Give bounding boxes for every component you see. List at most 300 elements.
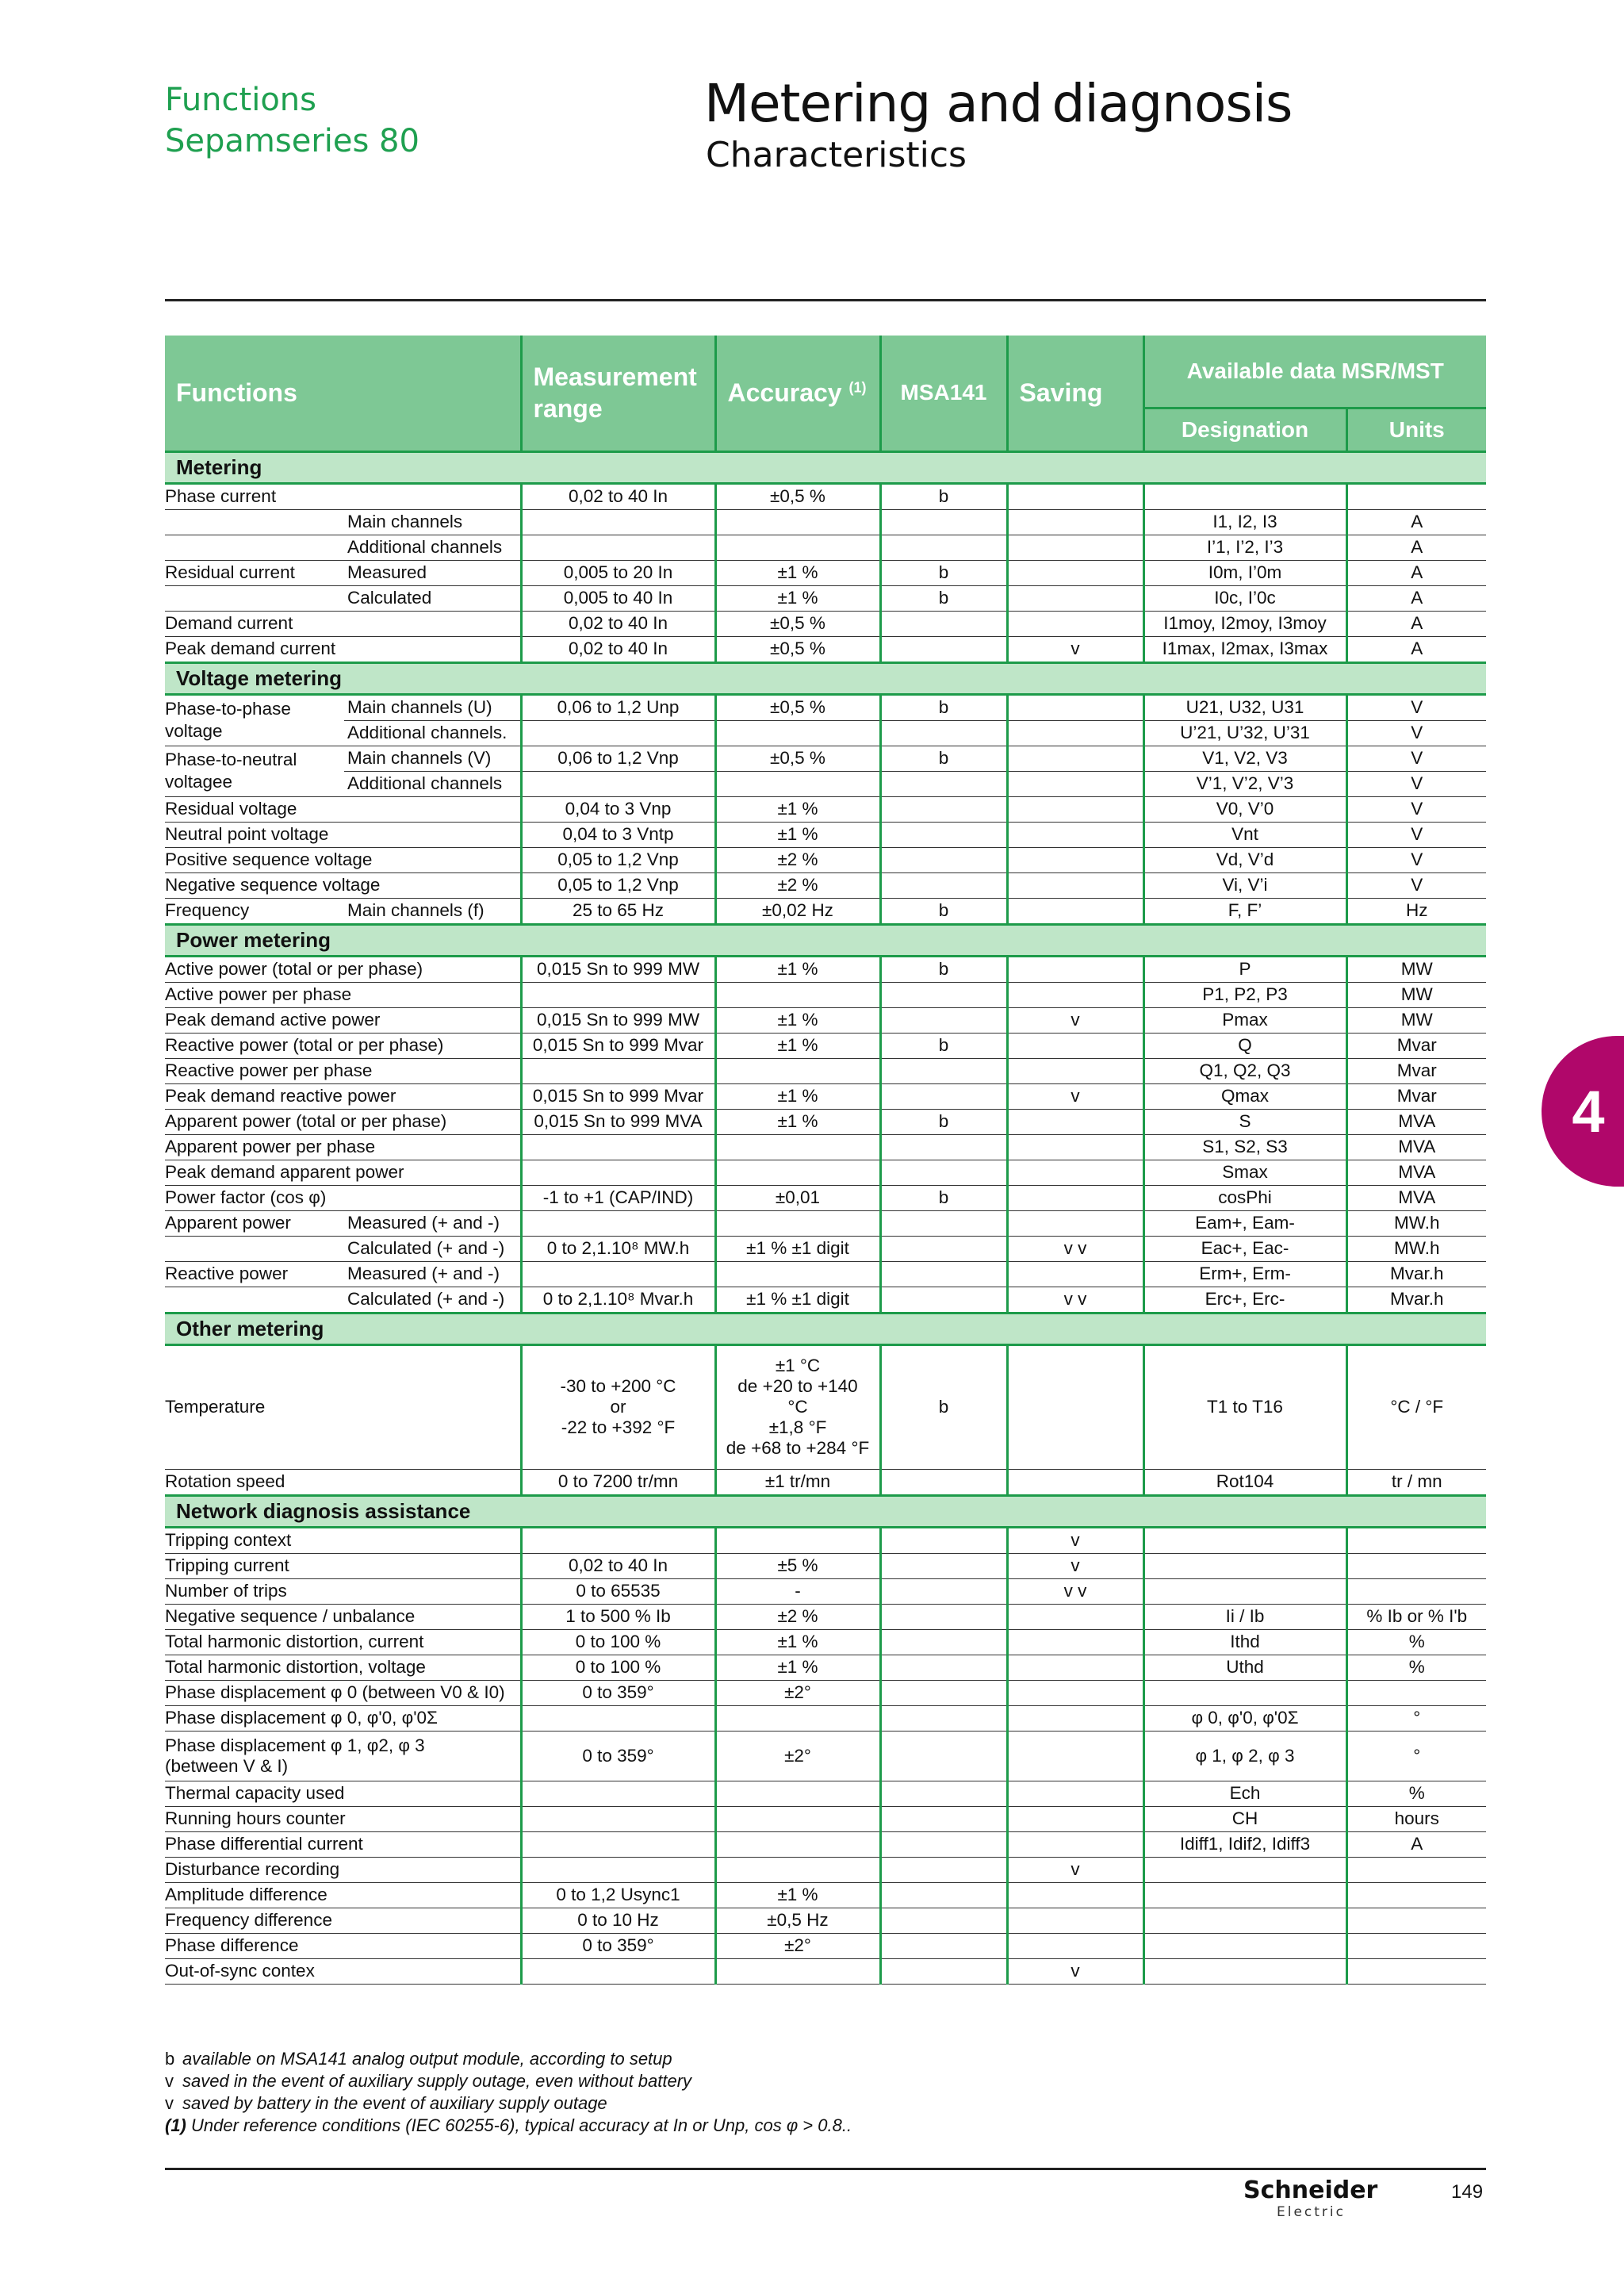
function-name: Running hours counter [165, 1806, 521, 1831]
msa141-flag [880, 1882, 1007, 1908]
function-name: Residual voltage [165, 796, 521, 822]
designation-value: Ithd [1143, 1629, 1346, 1655]
section-row [165, 451, 1486, 483]
designation-value: I0c, I’0c [1143, 585, 1346, 611]
measurement-range [521, 1857, 715, 1882]
sub-function: Additional channels. [344, 720, 521, 746]
designation-value [1143, 1958, 1346, 1984]
saving-flag [1007, 1344, 1143, 1469]
unit-value: V [1346, 720, 1486, 746]
accuracy-value [715, 1958, 880, 1984]
function-name: Out-of-sync contex [165, 1958, 521, 1984]
measurement-range [521, 1058, 715, 1083]
accuracy-value: ±1 % [715, 1083, 880, 1109]
accuracy-value [715, 771, 880, 796]
saving-flag [1007, 1781, 1143, 1806]
unit-value: MW.h [1346, 1210, 1486, 1236]
function-name: Positive sequence voltage [165, 847, 521, 872]
accuracy-value [715, 1160, 880, 1185]
saving-flag: v [1007, 1083, 1143, 1109]
function-name: Residual current [165, 560, 344, 585]
saving-flag: v v [1007, 1287, 1143, 1313]
accuracy-value: ±5 % [715, 1553, 880, 1578]
saving-flag [1007, 1134, 1143, 1160]
function-name: Total harmonic distortion, current [165, 1629, 521, 1655]
measurement-range: 0,06 to 1,2 Vnp [521, 746, 715, 771]
measurement-range [521, 982, 715, 1007]
msa141-flag [880, 720, 1007, 746]
accuracy-value [715, 982, 880, 1007]
table-row [165, 1831, 1486, 1857]
measurement-range: 0 to 10 Hz [521, 1908, 715, 1933]
measurement-range: 0,05 to 1,2 Vnp [521, 872, 715, 898]
function-name: Rotation speed [165, 1469, 521, 1495]
msa141-flag: b [880, 746, 1007, 771]
unit-value: V [1346, 872, 1486, 898]
accuracy-value: ±1 °C de +20 to +140 °C ±1,8 °F de +68 to +284 °F [715, 1344, 880, 1469]
saving-flag [1007, 1831, 1143, 1857]
bottom-divider [165, 2168, 1486, 2170]
msa141-flag [880, 1578, 1007, 1604]
accuracy-value: ±1 % ±1 digit [715, 1287, 880, 1313]
function-name: Amplitude difference [165, 1882, 521, 1908]
accuracy-value [715, 1527, 880, 1553]
unit-value: Hz [1346, 898, 1486, 924]
accuracy-value: ±0,5 % [715, 483, 880, 509]
msa141-flag [880, 1781, 1007, 1806]
unit-value [1346, 1578, 1486, 1604]
sub-function: Calculated (+ and -) [344, 1236, 521, 1261]
measurement-range: 1 to 500 % Ib [521, 1604, 715, 1629]
accuracy-value [715, 1705, 880, 1731]
brand-sub: Electric [1277, 2204, 1346, 2220]
saving-flag: v [1007, 1527, 1143, 1553]
table-row [165, 746, 1486, 771]
designation-value: CH [1143, 1806, 1346, 1831]
unit-value: ° [1346, 1731, 1486, 1781]
measurement-range: 0 to 100 % [521, 1629, 715, 1655]
table-row [165, 956, 1486, 982]
msa141-flag [880, 1553, 1007, 1578]
accuracy-value: ±2 % [715, 1604, 880, 1629]
msa141-flag [880, 1527, 1007, 1553]
accuracy-value: ±2 % [715, 847, 880, 872]
header-units: Units [1346, 408, 1486, 451]
saving-flag [1007, 771, 1143, 796]
accuracy-value: ±1 % [715, 822, 880, 847]
measurement-range: 0,02 to 40 In [521, 1553, 715, 1578]
saving-flag [1007, 872, 1143, 898]
saving-flag [1007, 822, 1143, 847]
accuracy-value: ±1 tr/mn [715, 1469, 880, 1495]
saving-flag [1007, 1806, 1143, 1831]
header-saving: Saving [1007, 336, 1143, 451]
sub-function: Measured [344, 560, 521, 585]
saving-flag: v v [1007, 1236, 1143, 1261]
unit-value: MW [1346, 1007, 1486, 1033]
unit-value: hours [1346, 1806, 1486, 1831]
section-row [165, 1313, 1486, 1344]
designation-value: I1, I2, I3 [1143, 509, 1346, 535]
function-name: Apparent power per phase [165, 1134, 521, 1160]
saving-flag [1007, 535, 1143, 560]
designation-value: S1, S2, S3 [1143, 1134, 1346, 1160]
measurement-range: 25 to 65 Hz [521, 898, 715, 924]
page-subtitle: Characteristics [706, 135, 967, 175]
designation-value: Vd, V’d [1143, 847, 1346, 872]
accuracy-value [715, 1210, 880, 1236]
msa141-flag [880, 1680, 1007, 1705]
unit-value: % [1346, 1781, 1486, 1806]
measurement-range [521, 1958, 715, 1984]
designation-value: P1, P2, P3 [1143, 982, 1346, 1007]
msa141-flag [880, 1731, 1007, 1781]
unit-value [1346, 1882, 1486, 1908]
measurement-range: 0 to 65535 [521, 1578, 715, 1604]
saving-flag: v [1007, 636, 1143, 662]
msa141-flag [880, 1857, 1007, 1882]
accuracy-value: ±0,5 Hz [715, 1908, 880, 1933]
saving-flag [1007, 1705, 1143, 1731]
section-line-1: Functions [165, 82, 316, 118]
saving-flag: v v [1007, 1578, 1143, 1604]
table-row [165, 1007, 1486, 1033]
function-name: Frequency difference [165, 1908, 521, 1933]
measurement-range: -30 to +200 °C or -22 to +392 °F [521, 1344, 715, 1469]
function-name: Phase-to-neutral voltagee [165, 746, 344, 796]
msa141-flag: b [880, 560, 1007, 585]
table-row [165, 1210, 1486, 1236]
designation-value [1143, 1578, 1346, 1604]
section-label: Network diagnosis assistance [165, 1495, 1486, 1527]
msa141-flag: b [880, 585, 1007, 611]
saving-flag [1007, 1604, 1143, 1629]
table-row [165, 1527, 1486, 1553]
msa141-flag: b [880, 1109, 1007, 1134]
measurement-range: 0 to 1,2 Usync1 [521, 1882, 715, 1908]
header-range: Measurement range [521, 336, 715, 451]
unit-value: A [1346, 560, 1486, 585]
table-row [165, 1705, 1486, 1731]
function-name: Phase displacement φ 1, φ2, φ 3 (between V & I) [165, 1731, 521, 1781]
table-row [165, 509, 1486, 535]
accuracy-value: ±2° [715, 1933, 880, 1958]
unit-value: % [1346, 1629, 1486, 1655]
designation-value: Idiff1, Idif2, Idiff3 [1143, 1831, 1346, 1857]
accuracy-value [715, 1058, 880, 1083]
unit-value [1346, 1958, 1486, 1984]
section-row [165, 1495, 1486, 1527]
msa141-flag [880, 611, 1007, 636]
saving-flag [1007, 1185, 1143, 1210]
table-row [165, 982, 1486, 1007]
table-row [165, 1109, 1486, 1134]
function-name: Peak demand current [165, 636, 521, 662]
msa141-flag [880, 1806, 1007, 1831]
msa141-flag [880, 1629, 1007, 1655]
unit-value: MW [1346, 956, 1486, 982]
measurement-range: 0,015 Sn to 999 Mvar [521, 1083, 715, 1109]
measurement-range: 0,005 to 40 In [521, 585, 715, 611]
table-row [165, 1806, 1486, 1831]
accuracy-value: ±0,02 Hz [715, 898, 880, 924]
unit-value: A [1346, 611, 1486, 636]
unit-value [1346, 483, 1486, 509]
designation-value: Eac+, Eac- [1143, 1236, 1346, 1261]
designation-value: I1moy, I2moy, I3moy [1143, 611, 1346, 636]
function-name: Neutral point voltage [165, 822, 521, 847]
measurement-range: 0,015 Sn to 999 MVA [521, 1109, 715, 1134]
measurement-range: 0,06 to 1,2 Unp [521, 694, 715, 720]
table-row [165, 1236, 1486, 1261]
unit-value [1346, 1908, 1486, 1933]
saving-flag: v [1007, 1958, 1143, 1984]
msa141-flag [880, 1604, 1007, 1629]
saving-flag [1007, 1210, 1143, 1236]
accuracy-value: ±1 % [715, 1007, 880, 1033]
unit-value: V [1346, 847, 1486, 872]
function-name: Temperature [165, 1344, 521, 1469]
table-row [165, 560, 1486, 585]
unit-value: A [1346, 535, 1486, 560]
table-row [165, 847, 1486, 872]
function-name: Power factor (cos φ) [165, 1185, 521, 1210]
section-heading [165, 79, 419, 162]
saving-flag [1007, 483, 1143, 509]
unit-value: Mvar.h [1346, 1261, 1486, 1287]
unit-value: % Ib or % I'b [1346, 1604, 1486, 1629]
accuracy-value: ±1 % [715, 1882, 880, 1908]
measurement-range [521, 1806, 715, 1831]
unit-value [1346, 1680, 1486, 1705]
unit-value [1346, 1933, 1486, 1958]
measurement-range: 0 to 2,1.10⁸ Mvar.h [521, 1287, 715, 1313]
accuracy-value: ±2 % [715, 872, 880, 898]
designation-value [1143, 1933, 1346, 1958]
function-name: Demand current [165, 611, 521, 636]
table-row [165, 1680, 1486, 1705]
msa141-flag [880, 1655, 1007, 1680]
function-name: Peak demand reactive power [165, 1083, 521, 1109]
unit-value: °C / °F [1346, 1344, 1486, 1469]
accuracy-value: ±1 % [715, 585, 880, 611]
table-row [165, 1185, 1486, 1210]
saving-flag [1007, 982, 1143, 1007]
measurement-range [521, 771, 715, 796]
accuracy-value: ±1 % ±1 digit [715, 1236, 880, 1261]
section-row [165, 924, 1486, 956]
page-title: Metering and diagnosis [704, 73, 1293, 134]
table-row [165, 694, 1486, 720]
designation-value: cosPhi [1143, 1185, 1346, 1210]
msa141-flag [880, 509, 1007, 535]
function-name: Peak demand active power [165, 1007, 521, 1033]
function-name: Phase displacement φ 0, φ'0, φ'0Σ [165, 1705, 521, 1731]
msa141-flag [880, 636, 1007, 662]
saving-flag [1007, 1882, 1143, 1908]
designation-value: U’21, U’32, U’31 [1143, 720, 1346, 746]
unit-value: MVA [1346, 1134, 1486, 1160]
msa141-flag [880, 1210, 1007, 1236]
function-name: Tripping context [165, 1527, 521, 1553]
header-accuracy: Accuracy $^{(1)}$ [715, 336, 880, 451]
msa141-flag [880, 1007, 1007, 1033]
saving-flag [1007, 509, 1143, 535]
accuracy-value: ±2° [715, 1680, 880, 1705]
table-row [165, 720, 1486, 746]
designation-value: I’1, I’2, I’3 [1143, 535, 1346, 560]
measurement-range [521, 1831, 715, 1857]
measurement-range [521, 720, 715, 746]
table-row [165, 1058, 1486, 1083]
function-name: Phase displacement φ 0 (between V0 & I0) [165, 1680, 521, 1705]
header-available-data: Available data MSR/MST [1143, 336, 1486, 408]
msa141-flag [880, 1831, 1007, 1857]
table-row [165, 611, 1486, 636]
saving-flag [1007, 1655, 1143, 1680]
accuracy-value [715, 1781, 880, 1806]
sub-function: Additional channels [344, 535, 521, 560]
table-row [165, 1578, 1486, 1604]
measurement-range [521, 1210, 715, 1236]
designation-value: Erc+, Erc- [1143, 1287, 1346, 1313]
designation-value: Q1, Q2, Q3 [1143, 1058, 1346, 1083]
msa141-flag: b [880, 1033, 1007, 1058]
accuracy-value [715, 1134, 880, 1160]
saving-flag [1007, 1469, 1143, 1495]
section-label: Power metering [165, 924, 1486, 956]
measurement-range [521, 509, 715, 535]
top-divider [165, 299, 1486, 301]
saving-flag [1007, 1033, 1143, 1058]
table-row [165, 1731, 1486, 1781]
header-functions: Functions [165, 336, 521, 451]
designation-value: S [1143, 1109, 1346, 1134]
table-row [165, 1287, 1486, 1313]
measurement-range: 0,015 Sn to 999 MW [521, 1007, 715, 1033]
msa141-flag [880, 1236, 1007, 1261]
designation-value: φ 0, φ'0, φ'0Σ [1143, 1705, 1346, 1731]
unit-value: Mvar [1346, 1083, 1486, 1109]
function-name: Apparent power (total or per phase) [165, 1109, 521, 1134]
saving-flag [1007, 1731, 1143, 1781]
sub-function: Main channels [344, 509, 521, 535]
saving-flag [1007, 1680, 1143, 1705]
unit-value [1346, 1857, 1486, 1882]
function-name: Reactive power (total or per phase) [165, 1033, 521, 1058]
section-row [165, 662, 1486, 694]
table-row [165, 872, 1486, 898]
table-row [165, 1958, 1486, 1984]
accuracy-value: ±1 % [715, 1629, 880, 1655]
table-row [165, 898, 1486, 924]
designation-value: Smax [1143, 1160, 1346, 1185]
saving-flag [1007, 694, 1143, 720]
designation-value: V1, V2, V3 [1143, 746, 1346, 771]
msa141-flag [880, 1705, 1007, 1731]
designation-value: Vnt [1143, 822, 1346, 847]
measurement-range: 0,005 to 20 In [521, 560, 715, 585]
measurement-range: 0,04 to 3 Vnp [521, 796, 715, 822]
sub-function: Calculated [344, 585, 521, 611]
unit-value: A [1346, 509, 1486, 535]
unit-value: V [1346, 822, 1486, 847]
function-name: Tripping current [165, 1553, 521, 1578]
table-row [165, 1655, 1486, 1680]
function-name: Thermal capacity used [165, 1781, 521, 1806]
function-name: Frequency [165, 898, 344, 924]
accuracy-value: ±1 % [715, 1655, 880, 1680]
saving-flag [1007, 1109, 1143, 1134]
page-number: 149 [1451, 2181, 1484, 2203]
saving-flag [1007, 585, 1143, 611]
unit-value: MW [1346, 982, 1486, 1007]
chapter-tab: 4 [1542, 1036, 1624, 1187]
saving-flag [1007, 956, 1143, 982]
function-name: Negative sequence voltage [165, 872, 521, 898]
sub-function: Main channels (U) [344, 694, 521, 720]
msa141-flag [880, 822, 1007, 847]
schneider-logo [1243, 2176, 1377, 2220]
accuracy-value: ±0,5 % [715, 746, 880, 771]
saving-flag [1007, 560, 1143, 585]
msa141-flag [880, 1083, 1007, 1109]
function-name [165, 1287, 344, 1313]
accuracy-value [715, 1831, 880, 1857]
designation-value: V0, V’0 [1143, 796, 1346, 822]
footnote: v saved by battery in the event of auxiliary supply outage [165, 2093, 607, 2113]
unit-value: MVA [1346, 1160, 1486, 1185]
msa141-flag: b [880, 956, 1007, 982]
msa141-flag: b [880, 898, 1007, 924]
unit-value [1346, 1527, 1486, 1553]
measurement-range [521, 1134, 715, 1160]
function-name: Reactive power [165, 1261, 344, 1287]
unit-value: A [1346, 636, 1486, 662]
designation-value [1143, 1908, 1346, 1933]
measurement-range [521, 535, 715, 560]
table-row [165, 1083, 1486, 1109]
unit-value: A [1346, 1831, 1486, 1857]
unit-value: A [1346, 585, 1486, 611]
designation-value [1143, 1882, 1346, 1908]
accuracy-value: ±0,5 % [715, 611, 880, 636]
accuracy-value [715, 720, 880, 746]
table-row [165, 1629, 1486, 1655]
msa141-flag [880, 1058, 1007, 1083]
accuracy-value [715, 1806, 880, 1831]
designation-value: Rot104 [1143, 1469, 1346, 1495]
unit-value: V [1346, 796, 1486, 822]
unit-value: tr / mn [1346, 1469, 1486, 1495]
accuracy-value [715, 509, 880, 535]
saving-flag: v [1007, 1857, 1143, 1882]
table-row [165, 483, 1486, 509]
accuracy-value: ±0,5 % [715, 694, 880, 720]
unit-value: V [1346, 694, 1486, 720]
accuracy-value: - [715, 1578, 880, 1604]
table-row [165, 1344, 1486, 1469]
table-row [165, 822, 1486, 847]
measurement-range [521, 1705, 715, 1731]
msa141-flag: b [880, 694, 1007, 720]
function-name: Phase current [165, 483, 521, 509]
designation-value: P [1143, 956, 1346, 982]
function-name: Disturbance recording [165, 1857, 521, 1882]
measurement-range [521, 1781, 715, 1806]
designation-value [1143, 483, 1346, 509]
designation-value [1143, 1527, 1346, 1553]
